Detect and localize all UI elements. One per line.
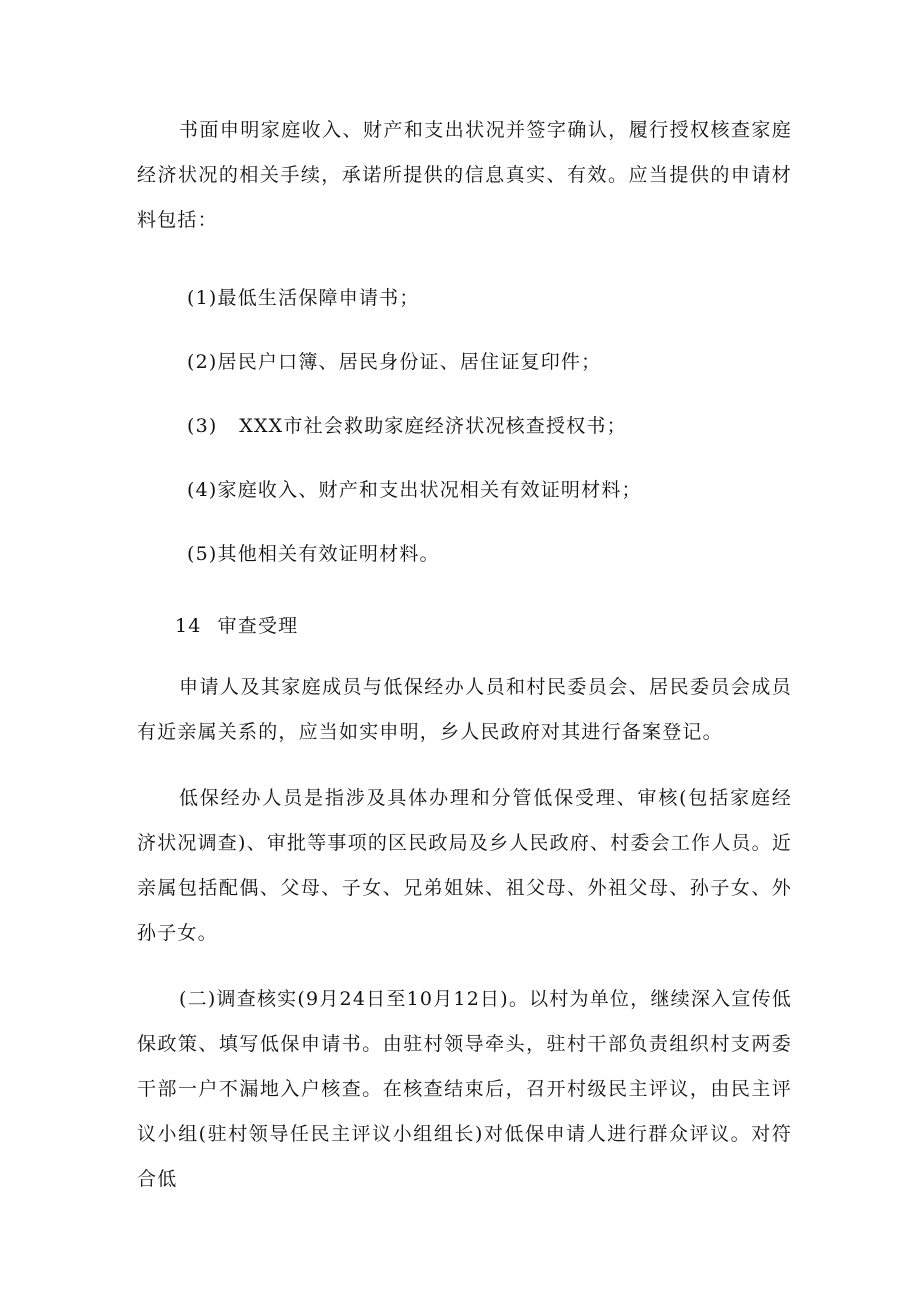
paragraph-application-declaration: 书面申明家庭收入、财产和支出状况并签字确认，履行授权核查家庭经济状况的相关手续，承诺所提供的信息真实、有效。应当提供的申请材料包括： [137, 119, 792, 231]
list-item-income-proof: (4)家庭收入、财产和支出状况相关有效证明材料； [187, 479, 642, 501]
list-item-authorization: (3) XXX市社会救助家庭经济状况核查授权书； [187, 415, 627, 437]
paragraph-staff-definition: 低保经办人员是指涉及具体办理和分管低保受理、审核(包括家庭经济状况调查)、审批等事项的区民政局及乡人民政府、村委会工作人员。近亲属包括配偶、父母、子女、兄弟姐妹、祖父母、外祖父母、孙子女、外孙子女。 [137, 787, 793, 944]
section-heading [175, 604, 298, 649]
list-item-other-proof: (5)其他相关有效证明材料。 [187, 543, 440, 565]
section-title: 审查受理 [217, 615, 299, 637]
section-number: 14 [175, 615, 202, 637]
list-item-id-documents: (2)居民户口簿、居民身份证、居住证复印件； [187, 351, 602, 373]
paragraph-investigation: (二)调查核实(9月24日至10月12日)。以村为单位，继续深入宣传低保政策、填写低保申请书。由驻村领导牵头，驻村干部负责组织村支两委干部一户不漏地入户核查。在核查结束后，召开村级民主评议，由民主评议小组(驻村领导任民主评议小组组长)对低保申请人进行群众评议。对符合低 [137, 988, 792, 1190]
paragraph-relative-declaration: 申请人及其家庭成员与低保经办人员和村民委员会、居民委员会成员有近亲属关系的，应当如实申明，乡人民政府对其进行备案登记。 [137, 676, 792, 743]
list-item-application-form: (1)最低生活保障申请书； [187, 287, 420, 309]
